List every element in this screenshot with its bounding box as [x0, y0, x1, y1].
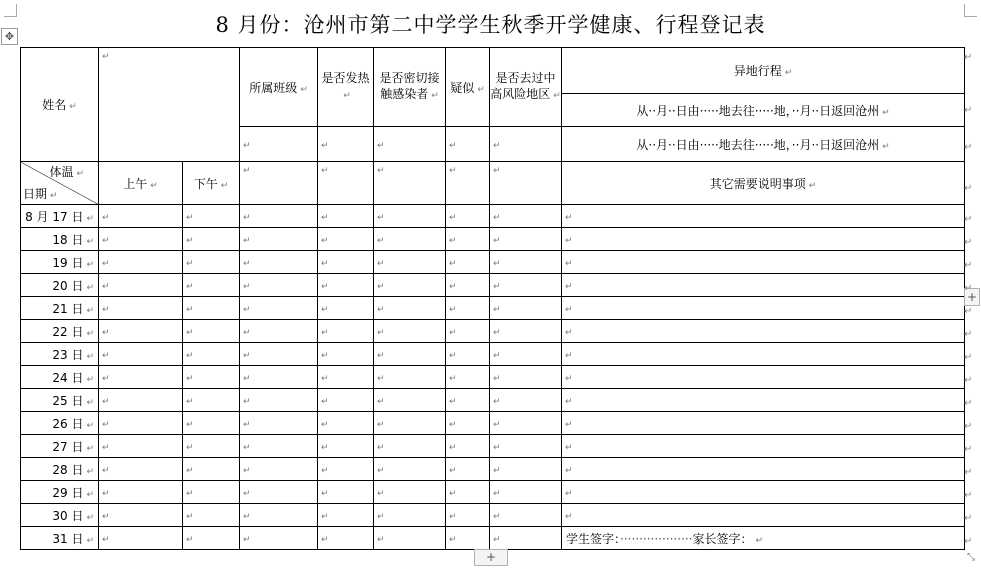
data-cell[interactable]: ↵ [183, 251, 240, 274]
data-cell[interactable]: ↵ [374, 389, 446, 412]
data-cell[interactable]: ↵ [183, 366, 240, 389]
travel-line-2[interactable]: 从··月··日由·····地去往·····地，··月··日返回沧州 ↵ [562, 127, 965, 162]
data-cell[interactable]: ↵ [183, 435, 240, 458]
paragraph-mark: ↵ [964, 513, 973, 524]
data-cell[interactable]: ↵ [490, 527, 562, 550]
notes-cell[interactable]: ↵ [562, 435, 965, 458]
data-cell[interactable]: ↵ [240, 274, 318, 297]
data-cell[interactable]: ↵ [446, 251, 490, 274]
risk-area-header: 是否去过中高风险地区 ↵ [490, 48, 562, 127]
data-cell[interactable]: ↵ [490, 504, 562, 527]
data-cell[interactable]: ↵ [318, 205, 374, 228]
table-row [21, 297, 965, 320]
data-cell[interactable]: ↵ [318, 389, 374, 412]
data-cell[interactable]: ↵ [183, 320, 240, 343]
table-row [21, 481, 965, 504]
suspected-header: 疑似 ↵ [446, 48, 490, 127]
notes-cell[interactable]: ↵ [562, 458, 965, 481]
paragraph-mark: ↵ [964, 306, 973, 317]
am-header: 上午 ↵ [99, 162, 183, 205]
fever-input-cell[interactable]: ↵ [318, 127, 374, 162]
data-cell[interactable]: ↵ [490, 343, 562, 366]
registration-table [20, 47, 965, 550]
risk-input-cell[interactable]: ↵ [490, 127, 562, 162]
data-cell[interactable]: ↵ [446, 274, 490, 297]
data-cell[interactable]: ↵ [99, 504, 183, 527]
blank-cell[interactable]: ↵ [318, 162, 374, 205]
data-cell[interactable]: ↵ [374, 251, 446, 274]
data-cell[interactable]: ↵ [240, 389, 318, 412]
data-cell[interactable]: ↵ [374, 297, 446, 320]
data-cell[interactable]: ↵ [446, 504, 490, 527]
date-cell: 23 日 ↵ [21, 343, 99, 366]
data-cell[interactable]: ↵ [318, 504, 374, 527]
table-row [21, 343, 965, 366]
data-cell[interactable]: ↵ [183, 297, 240, 320]
data-cell[interactable]: ↵ [318, 343, 374, 366]
data-cell[interactable]: ↵ [374, 481, 446, 504]
data-cell[interactable]: ↵ [318, 412, 374, 435]
data-cell[interactable]: ↵ [183, 527, 240, 550]
data-cell[interactable]: ↵ [446, 458, 490, 481]
table-row [21, 205, 965, 228]
blank-cell[interactable]: ↵ [446, 162, 490, 205]
date-cell: 24 日 ↵ [21, 366, 99, 389]
travel-header: 异地行程 ↵ [562, 48, 965, 94]
data-cell[interactable]: ↵ [183, 274, 240, 297]
date-cell: 8 月 17 日 ↵ [21, 205, 99, 228]
data-cell[interactable]: ↵ [446, 343, 490, 366]
paragraph-mark: ↵ [964, 536, 973, 547]
data-cell[interactable]: ↵ [446, 435, 490, 458]
data-cell[interactable]: ↵ [446, 389, 490, 412]
data-cell[interactable]: ↵ [240, 435, 318, 458]
notes-cell[interactable]: ↵ [562, 412, 965, 435]
notes-cell[interactable]: ↵ [562, 389, 965, 412]
class-header: 所属班级 ↵ [240, 48, 318, 127]
paragraph-mark: ↵ [964, 52, 973, 63]
notes-cell[interactable]: ↵ [562, 251, 965, 274]
data-cell[interactable]: ↵ [490, 458, 562, 481]
paragraph-mark: ↵ [964, 183, 973, 194]
data-cell[interactable]: ↵ [490, 320, 562, 343]
data-cell[interactable]: ↵ [240, 320, 318, 343]
signature-dots: ··················· [620, 531, 693, 546]
table-move-handle-icon[interactable]: ✥ [1, 28, 18, 45]
signature-cell[interactable]: 学生签字：···················家长签字： ↵ [562, 527, 965, 550]
date-rows [21, 205, 965, 550]
data-cell[interactable]: ↵ [446, 366, 490, 389]
data-cell[interactable]: ↵ [490, 251, 562, 274]
pm-header: 下午 ↵ [183, 162, 240, 205]
data-cell[interactable]: ↵ [240, 343, 318, 366]
blank-cell[interactable]: ↵ [374, 162, 446, 205]
data-cell[interactable]: ↵ [99, 366, 183, 389]
date-cell: 27 日 ↵ [21, 435, 99, 458]
data-cell[interactable]: ↵ [99, 205, 183, 228]
data-cell[interactable]: ↵ [183, 504, 240, 527]
table-row [21, 458, 965, 481]
paragraph-mark: ↵ [964, 352, 973, 363]
contact-header: 是否密切接触感染者 ↵ [374, 48, 446, 127]
paragraph-mark: ↵ [964, 283, 973, 294]
data-cell[interactable]: ↵ [490, 435, 562, 458]
suspected-input-cell[interactable]: ↵ [446, 127, 490, 162]
data-cell[interactable]: ↵ [446, 205, 490, 228]
data-cell[interactable]: ↵ [99, 274, 183, 297]
data-cell[interactable]: ↵ [318, 366, 374, 389]
data-cell[interactable]: ↵ [183, 228, 240, 251]
travel-line-1[interactable]: 从··月··日由·····地去往·····地，··月··日返回沧州 ↵ [562, 94, 965, 127]
header-row-4 [21, 162, 965, 205]
paragraph-mark: ↵ [964, 444, 973, 455]
temp-date-diagonal-cell: 体温 ↵ 日期 ↵ [21, 162, 99, 205]
data-cell[interactable]: ↵ [490, 297, 562, 320]
data-cell[interactable]: ↵ [318, 435, 374, 458]
data-cell[interactable]: ↵ [318, 458, 374, 481]
data-cell[interactable]: ↵ [99, 320, 183, 343]
notes-cell[interactable]: ↵ [562, 205, 965, 228]
data-cell[interactable]: ↵ [374, 412, 446, 435]
document-title: 8 月份：沧州市第二中学学生秋季开学健康、行程登记表 [215, 13, 766, 37]
data-cell[interactable]: ↵ [374, 320, 446, 343]
paragraph-mark: ↵ [964, 237, 973, 248]
paragraph-mark: ↵ [964, 142, 973, 153]
name-label-cell: 姓名 ↵ [21, 48, 99, 162]
data-cell[interactable]: ↵ [446, 297, 490, 320]
date-cell: 30 日 ↵ [21, 504, 99, 527]
blank-cell[interactable]: ↵ [240, 162, 318, 205]
date-cell: 29 日 ↵ [21, 481, 99, 504]
notes-cell[interactable]: ↵ [562, 297, 965, 320]
data-cell[interactable]: ↵ [99, 343, 183, 366]
data-cell[interactable]: ↵ [240, 527, 318, 550]
notes-cell[interactable]: ↵ [562, 343, 965, 366]
notes-cell[interactable]: ↵ [562, 504, 965, 527]
date-cell: 25 日 ↵ [21, 389, 99, 412]
data-cell[interactable]: ↵ [183, 343, 240, 366]
table-row [21, 412, 965, 435]
paragraph-mark: ↵ [964, 398, 973, 409]
data-cell[interactable]: ↵ [183, 458, 240, 481]
student-signature-label: 学生签字： [566, 531, 621, 546]
table-row [21, 366, 965, 389]
contact-input-cell[interactable]: ↵ [374, 127, 446, 162]
data-cell[interactable]: ↵ [240, 228, 318, 251]
table-row [21, 320, 965, 343]
data-cell[interactable]: ↵ [318, 527, 374, 550]
table-row [21, 274, 965, 297]
data-cell[interactable]: ↵ [99, 228, 183, 251]
add-column-plus-icon[interactable]: + [964, 288, 980, 306]
data-cell[interactable]: ↵ [374, 366, 446, 389]
data-cell[interactable]: ↵ [99, 412, 183, 435]
data-cell[interactable]: ↵ [240, 251, 318, 274]
data-cell[interactable]: ↵ [446, 481, 490, 504]
data-cell[interactable]: ↵ [490, 366, 562, 389]
paragraph-mark: ↵ [964, 421, 973, 432]
table-resize-handle-icon[interactable]: ⤡ [967, 552, 975, 563]
date-cell: 22 日 ↵ [21, 320, 99, 343]
data-cell[interactable]: ↵ [240, 205, 318, 228]
data-cell[interactable]: ↵ [490, 205, 562, 228]
data-cell[interactable]: ↵ [99, 251, 183, 274]
paragraph-mark: ↵ [964, 329, 973, 340]
data-cell[interactable]: ↵ [490, 412, 562, 435]
add-row-plus-icon[interactable]: + [474, 549, 508, 566]
table-row [21, 504, 965, 527]
notes-header: 其它需要说明事项 ↵ [562, 162, 965, 205]
data-cell[interactable]: ↵ [374, 527, 446, 550]
notes-cell[interactable]: ↵ [562, 228, 965, 251]
fever-header: 是否发热↵ [318, 48, 374, 127]
data-cell[interactable]: ↵ [374, 504, 446, 527]
paragraph-mark: ↵ [964, 105, 973, 116]
data-cell[interactable]: ↵ [183, 481, 240, 504]
data-cell[interactable]: ↵ [183, 412, 240, 435]
date-cell: 26 日 ↵ [21, 412, 99, 435]
data-cell[interactable]: ↵ [240, 297, 318, 320]
data-cell[interactable]: ↵ [99, 527, 183, 550]
data-cell[interactable]: ↵ [318, 481, 374, 504]
paragraph-mark: ↵ [964, 490, 973, 501]
data-cell[interactable]: ↵ [99, 481, 183, 504]
data-cell[interactable]: ↵ [490, 481, 562, 504]
data-cell[interactable]: ↵ [318, 320, 374, 343]
data-cell[interactable]: ↵ [374, 458, 446, 481]
data-cell[interactable]: ↵ [374, 435, 446, 458]
data-cell[interactable]: ↵ [318, 228, 374, 251]
date-cell: 20 日 ↵ [21, 274, 99, 297]
notes-cell[interactable]: ↵ [562, 320, 965, 343]
data-cell[interactable]: ↵ [318, 274, 374, 297]
name-input-cell[interactable]: ↵ [99, 48, 240, 162]
date-cell: 28 日 ↵ [21, 458, 99, 481]
notes-cell[interactable]: ↵ [562, 366, 965, 389]
date-cell: 31 日 ↵ [21, 527, 99, 550]
data-cell[interactable]: ↵ [374, 205, 446, 228]
data-cell[interactable]: ↵ [99, 297, 183, 320]
data-cell[interactable]: ↵ [240, 366, 318, 389]
data-cell[interactable]: ↵ [490, 389, 562, 412]
table-row [21, 527, 965, 550]
data-cell[interactable]: ↵ [183, 389, 240, 412]
data-cell[interactable]: ↵ [446, 527, 490, 550]
data-cell[interactable]: ↵ [99, 435, 183, 458]
data-cell[interactable]: ↵ [318, 251, 374, 274]
date-cell: 19 日 ↵ [21, 251, 99, 274]
paragraph-mark: ↵ [964, 214, 973, 225]
table-row [21, 228, 965, 251]
date-cell: 18 日 ↵ [21, 228, 99, 251]
data-cell[interactable]: ↵ [374, 228, 446, 251]
data-cell[interactable]: ↵ [240, 458, 318, 481]
blank-cell[interactable]: ↵ [490, 162, 562, 205]
paragraph-mark: ↵ [964, 260, 973, 271]
notes-cell[interactable]: ↵ [562, 481, 965, 504]
data-cell[interactable]: ↵ [240, 481, 318, 504]
table-row [21, 389, 965, 412]
data-cell[interactable]: ↵ [446, 320, 490, 343]
table-row [21, 435, 965, 458]
data-cell[interactable]: ↵ [318, 297, 374, 320]
data-cell[interactable]: ↵ [99, 458, 183, 481]
data-cell[interactable]: ↵ [240, 412, 318, 435]
data-cell[interactable]: ↵ [99, 389, 183, 412]
data-cell[interactable]: ↵ [490, 274, 562, 297]
data-cell[interactable]: ↵ [183, 205, 240, 228]
paragraph-mark: ↵ [964, 467, 973, 478]
table-row [21, 251, 965, 274]
data-cell[interactable]: ↵ [446, 412, 490, 435]
data-cell[interactable]: ↵ [240, 504, 318, 527]
data-cell[interactable]: ↵ [374, 274, 446, 297]
paragraph-mark: ↵ [964, 375, 973, 386]
data-cell[interactable]: ↵ [446, 228, 490, 251]
notes-cell[interactable]: ↵ [562, 274, 965, 297]
header-row-1 [21, 48, 965, 94]
class-input-cell[interactable]: ↵ [240, 127, 318, 162]
date-cell: 21 日 ↵ [21, 297, 99, 320]
data-cell[interactable]: ↵ [374, 343, 446, 366]
parent-signature-label: 家长签字： [692, 531, 753, 546]
data-cell[interactable]: ↵ [490, 228, 562, 251]
